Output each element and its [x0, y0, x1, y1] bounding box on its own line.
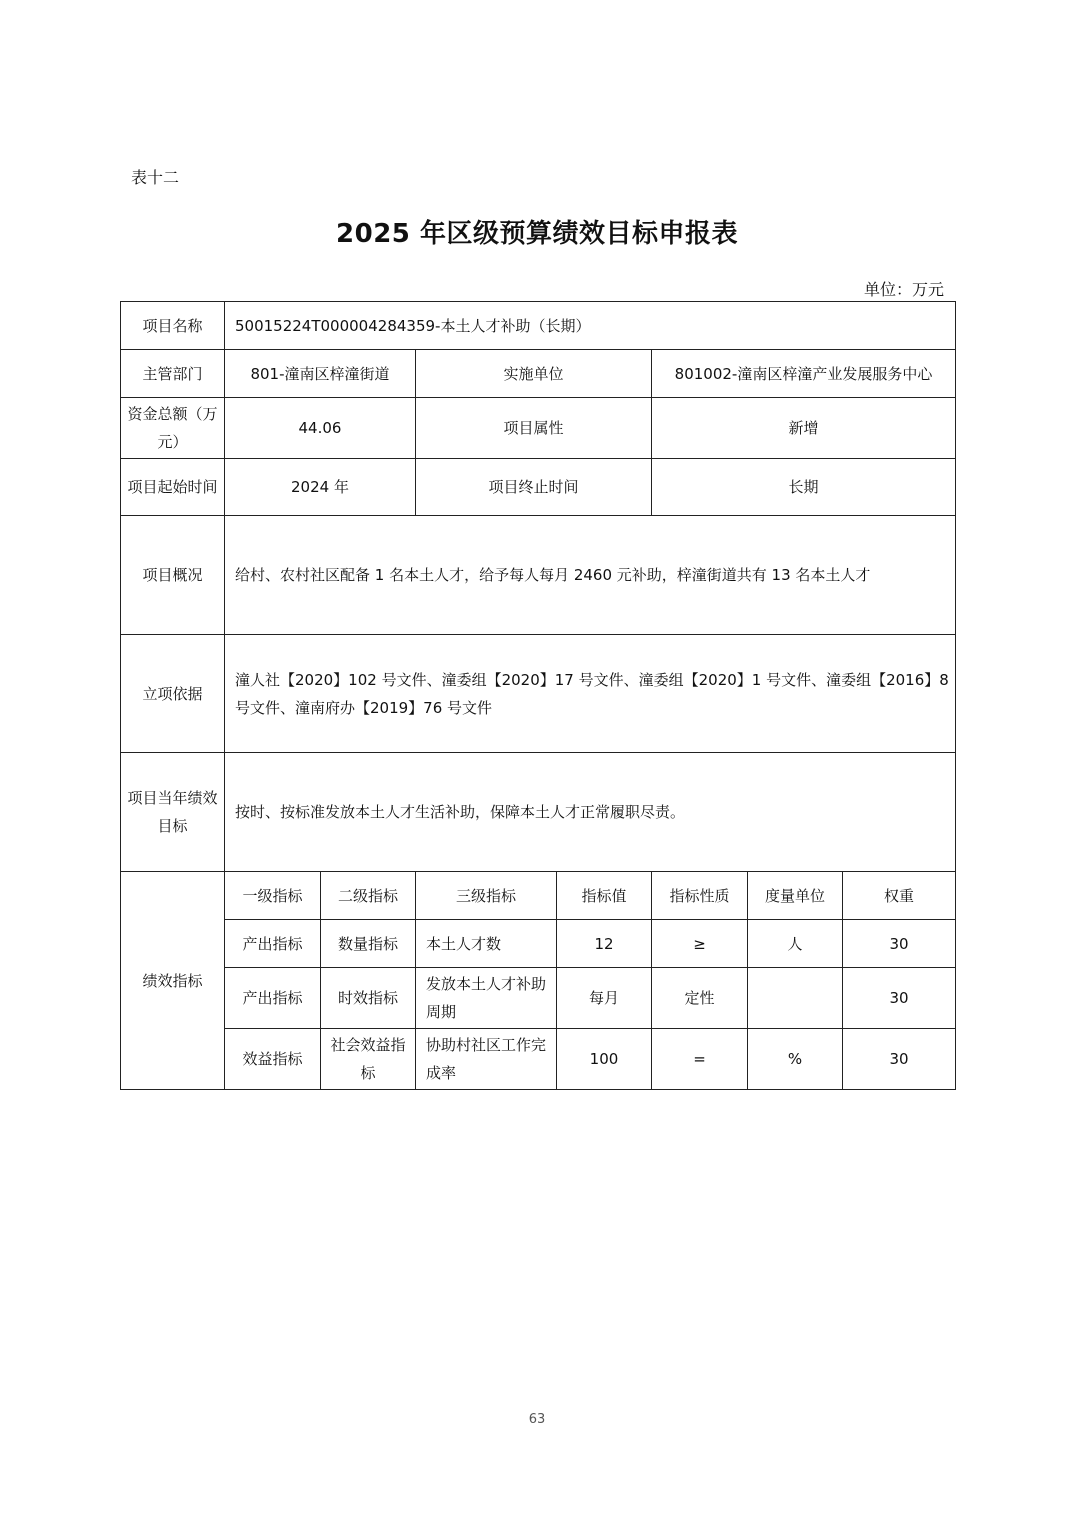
goal-value: 按时、按标准发放本土人才生活补助，保障本土人才正常履职尽责。: [225, 753, 956, 872]
unit-label: 单位：万元: [863, 280, 944, 299]
table-row: [121, 968, 956, 1029]
row-overview: [121, 516, 956, 635]
value-cell: 100: [557, 1029, 652, 1090]
performance-section-label: 绩效指标: [121, 872, 225, 1090]
attr-value: 新增: [652, 398, 956, 459]
impl-label: 实施单位: [416, 350, 652, 398]
level3-cell: 协助村社区工作完成率: [416, 1029, 557, 1090]
weight-cell: 30: [843, 1029, 956, 1090]
document-title: 2025 年区级预算绩效目标申报表: [336, 219, 738, 249]
start-label: 项目起始时间: [121, 459, 225, 516]
row-department: [121, 350, 956, 398]
attr-label: 项目属性: [416, 398, 652, 459]
dept-value: 801-潼南区梓潼街道: [225, 350, 416, 398]
row-funds: [121, 398, 956, 459]
value-cell: 每月: [557, 968, 652, 1029]
row-basis: [121, 635, 956, 753]
basis-value: 潼人社【2020】102 号文件、潼委组【2020】17 号文件、潼委组【2020】1 号文件、潼委组【2016】8 号文件、潼南府办【2019】76 号文件: [225, 635, 956, 753]
budget-performance-form: [120, 301, 956, 1090]
row-project-name: [121, 302, 956, 350]
level2-cell: 时效指标: [321, 968, 416, 1029]
overview-value: 给村、农村社区配备 1 名本土人才，给予每人每月 2460 元补助，梓潼街道共有 13 名本土人才: [225, 516, 956, 635]
header-value: 指标值: [557, 872, 652, 920]
level3-cell: 发放本土人才补助周期: [416, 968, 557, 1029]
table-label: 表十二: [131, 168, 180, 187]
nature-cell: =: [652, 1029, 748, 1090]
unit-cell: [748, 968, 843, 1029]
level3-cell: 本土人才数: [416, 920, 557, 968]
unit-cell: 人: [748, 920, 843, 968]
header-level3: 三级指标: [416, 872, 557, 920]
header-unit: 度量单位: [748, 872, 843, 920]
project-name-label: 项目名称: [121, 302, 225, 350]
nature-cell: ≥: [652, 920, 748, 968]
funds-value: 44.06: [225, 398, 416, 459]
end-value: 长期: [652, 459, 956, 516]
level2-cell: 社会效益指标: [321, 1029, 416, 1090]
row-indicator-headers: [121, 872, 956, 920]
value-cell: 12: [557, 920, 652, 968]
unit-cell: %: [748, 1029, 843, 1090]
header-level1: 一级指标: [225, 872, 321, 920]
table-row: [121, 1029, 956, 1090]
row-annual-goal: [121, 753, 956, 872]
header-weight: 权重: [843, 872, 956, 920]
weight-cell: 30: [843, 920, 956, 968]
level1-cell: 产出指标: [225, 968, 321, 1029]
row-timeframe: [121, 459, 956, 516]
level2-cell: 数量指标: [321, 920, 416, 968]
nature-cell: 定性: [652, 968, 748, 1029]
start-value: 2024 年: [225, 459, 416, 516]
level1-cell: 效益指标: [225, 1029, 321, 1090]
header-nature: 指标性质: [652, 872, 748, 920]
page-number: 63: [528, 1412, 546, 1427]
project-name-value: 50015224T000004284359-本土人才补助（长期）: [225, 302, 956, 350]
level1-cell: 产出指标: [225, 920, 321, 968]
overview-label: 项目概况: [121, 516, 225, 635]
funds-label: 资金总额（万元）: [121, 398, 225, 459]
impl-value: 801002-潼南区梓潼产业发展服务中心: [652, 350, 956, 398]
dept-label: 主管部门: [121, 350, 225, 398]
basis-label: 立项依据: [121, 635, 225, 753]
header-level2: 二级指标: [321, 872, 416, 920]
goal-label: 项目当年绩效目标: [121, 753, 225, 872]
table-row: [121, 920, 956, 968]
weight-cell: 30: [843, 968, 956, 1029]
end-label: 项目终止时间: [416, 459, 652, 516]
